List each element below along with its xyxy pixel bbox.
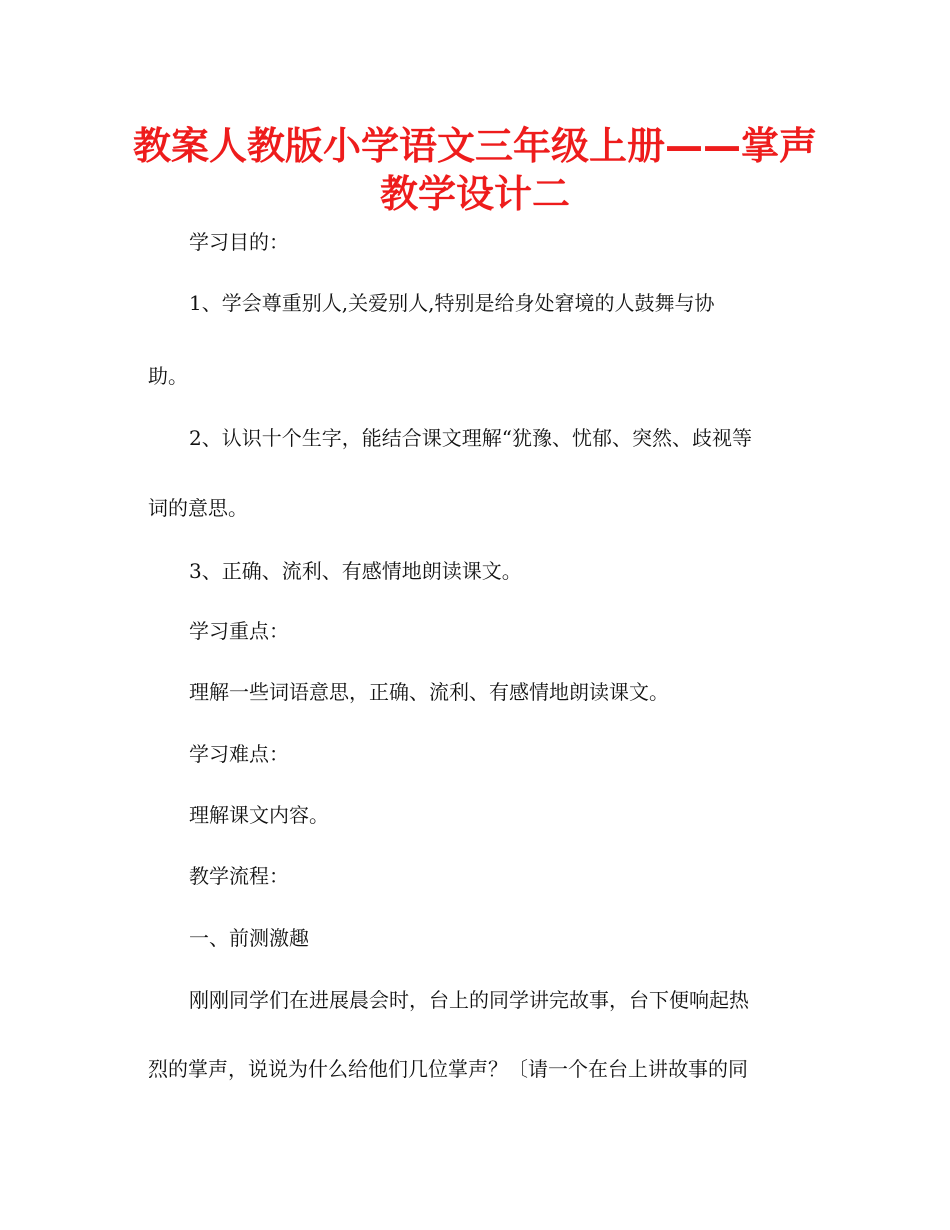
step-1-heading: 一、前测激趣 — [189, 926, 309, 950]
objective-2-continuation: 词的意思。 — [148, 496, 248, 520]
objective-3-text: 3、正确、流利、有感情地朗读课文。 — [189, 559, 522, 583]
objective-2-text: 2、认识十个生字，能结合课文理解“犹豫、忧郁、突然、歧视等 — [189, 426, 752, 450]
section-heading-teaching-process: 教学流程： — [189, 864, 289, 888]
document-title-line-2: 教学设计二 — [379, 172, 570, 216]
objective-1-continuation: 助。 — [148, 364, 188, 388]
step-1-paragraph: 刚刚同学们在进展晨会时，台上的同学讲完故事，台下便响起热 — [189, 988, 749, 1012]
difficulties-text: 理解课文内容。 — [189, 803, 329, 827]
section-heading-difficulties: 学习难点： — [189, 742, 289, 766]
step-1-paragraph-continuation: 烈的掌声，说说为什么给他们几位掌声？〔请一个在台上讲故事的同 — [148, 1057, 748, 1081]
objective-1-text: 1、学会尊重别人,关爱别人,特别是给身处窘境的人鼓舞与协 — [189, 291, 715, 315]
document-title-line-1: 教案人教版小学语文三年级上册——掌声 — [132, 124, 817, 168]
section-heading-objectives: 学习目的： — [189, 230, 289, 254]
section-heading-key-points: 学习重点： — [189, 619, 289, 643]
key-points-text: 理解一些词语意思，正确、流利、有感情地朗读课文。 — [189, 680, 669, 704]
